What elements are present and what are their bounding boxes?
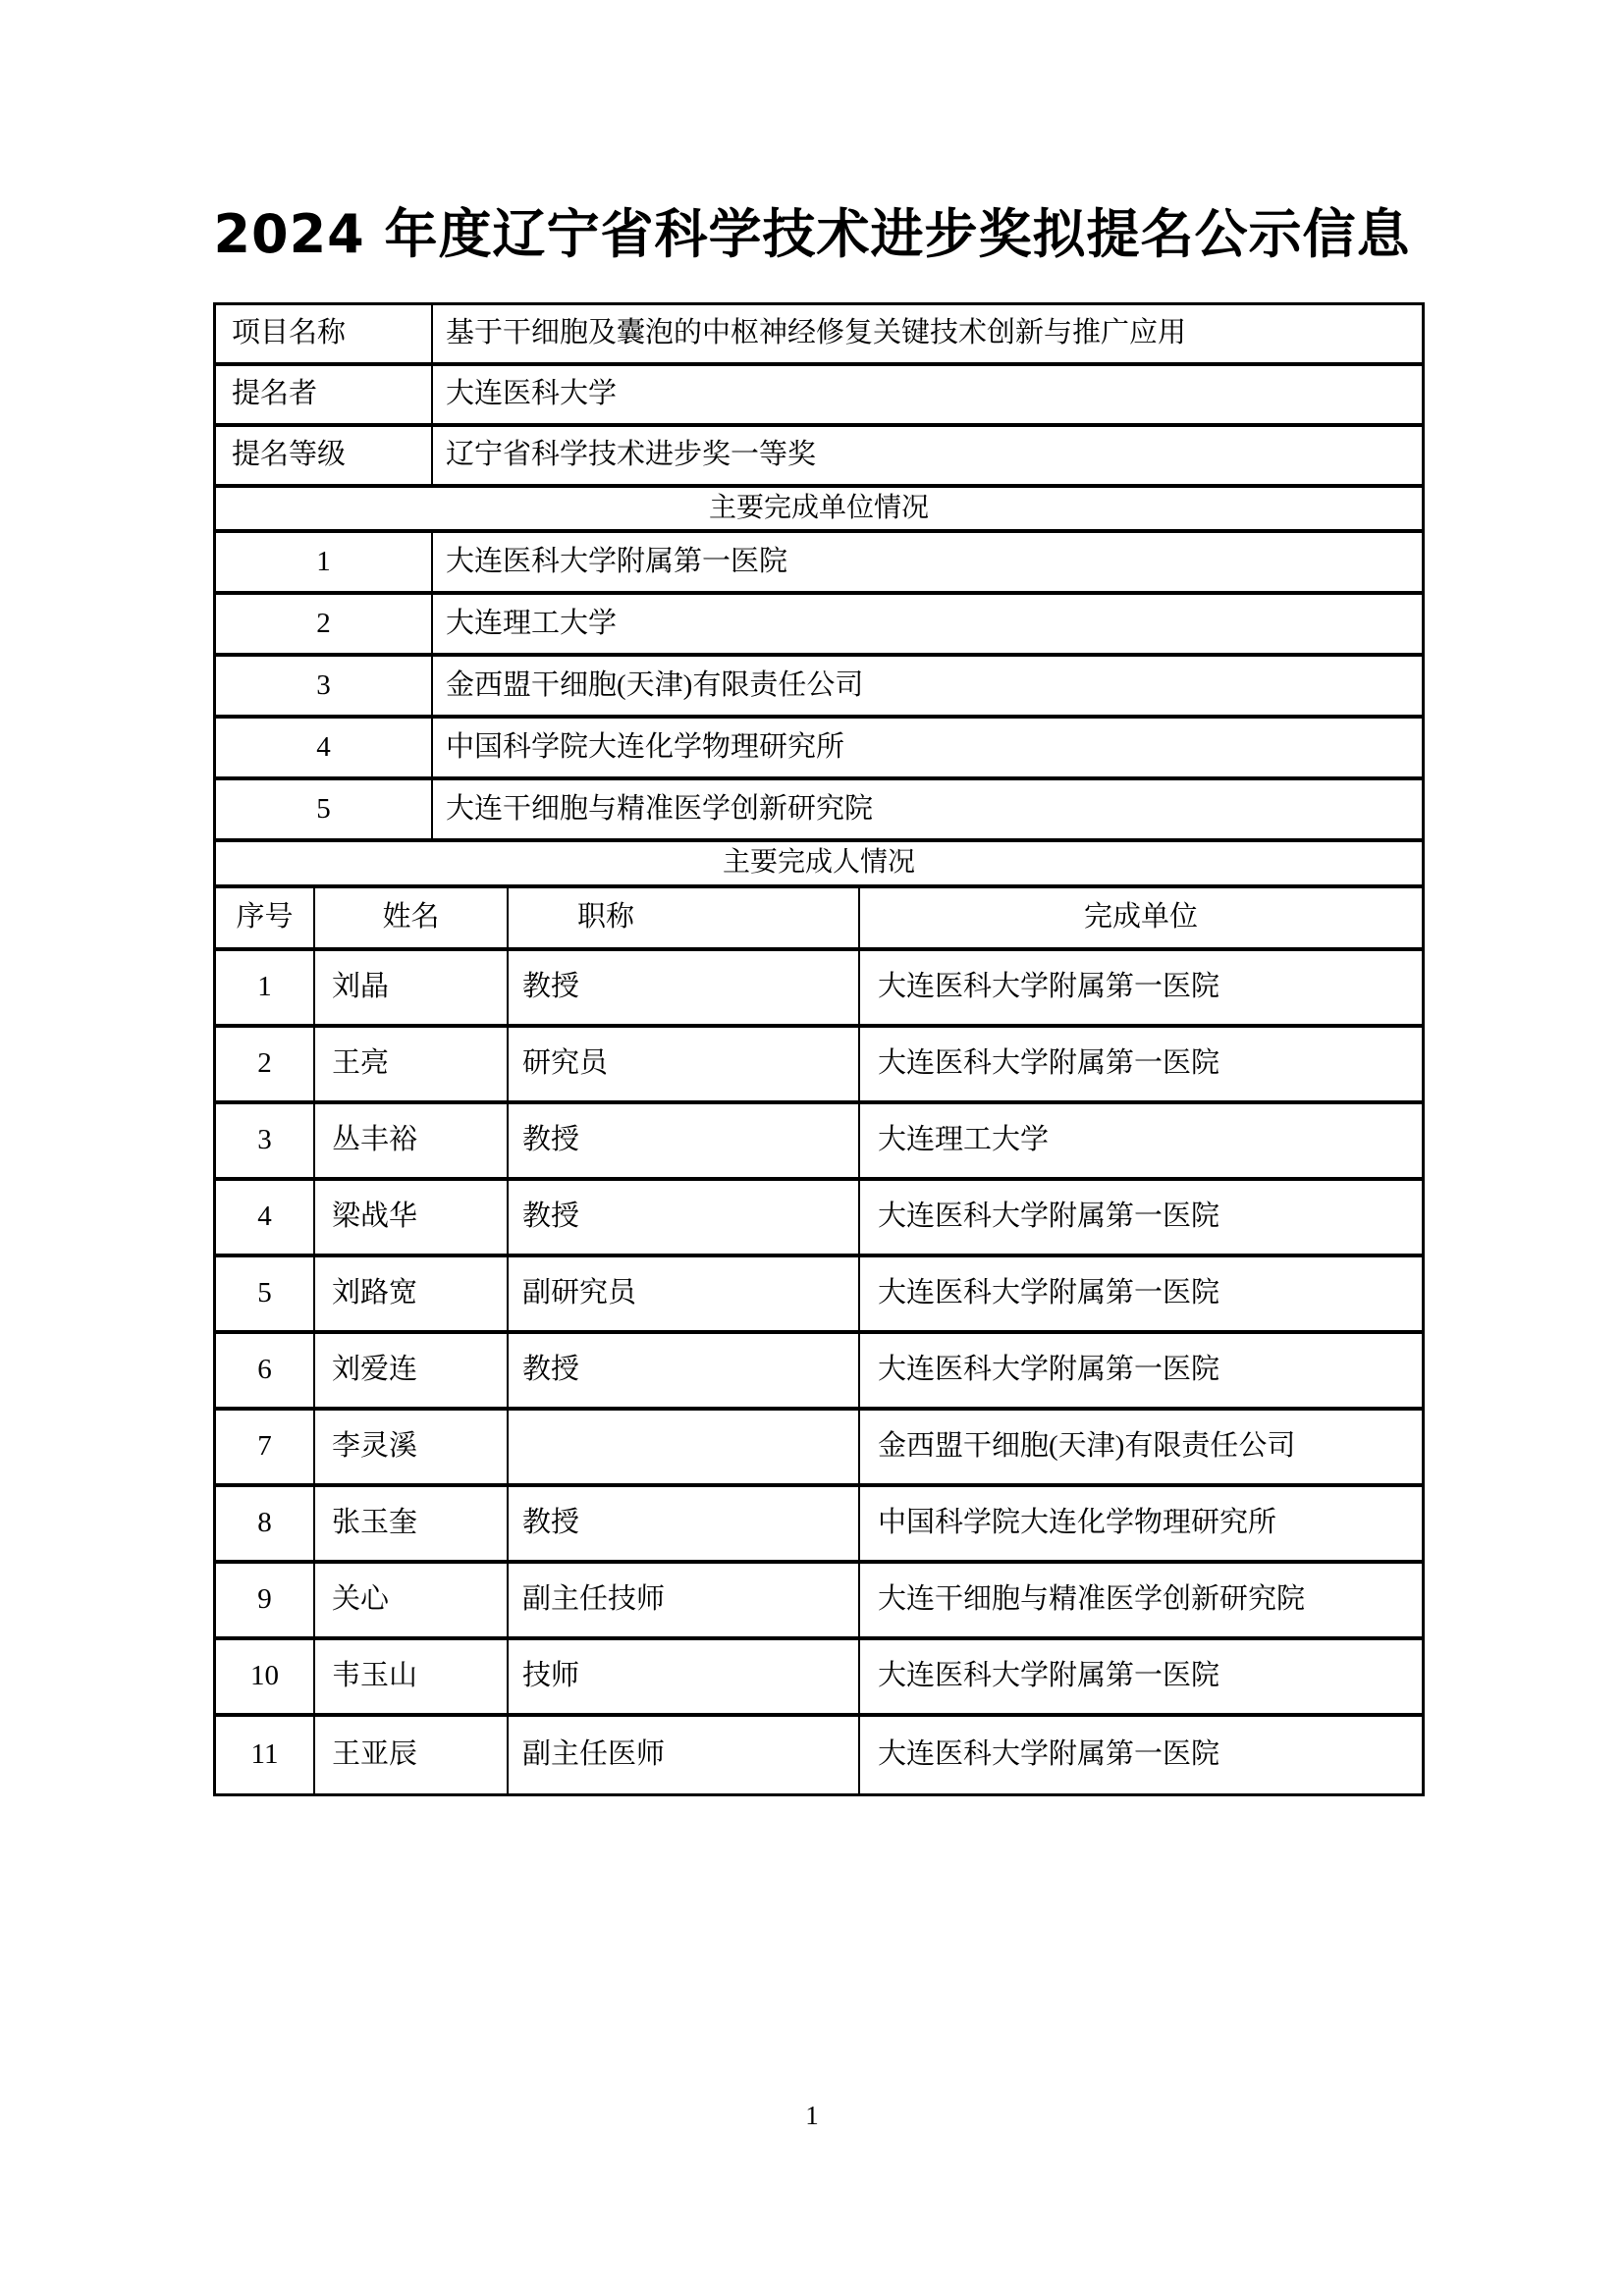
person-title: 技师 <box>509 1640 860 1713</box>
person-title: 副研究员 <box>509 1257 860 1330</box>
person-unit: 大连医科大学附属第一医院 <box>878 1738 1220 1771</box>
person-name: 李灵溪 <box>315 1411 509 1483</box>
info-label: 提名者 <box>216 366 433 423</box>
person-title: 教授 <box>509 1334 860 1407</box>
nomination-table <box>213 302 1425 1796</box>
person-title: 教授 <box>509 1104 860 1177</box>
person-name: 王亚辰 <box>315 1717 509 1793</box>
section-header-units-row <box>216 488 1422 533</box>
unit-no: 4 <box>216 719 433 776</box>
col-header-title: 职称 <box>509 888 860 947</box>
person-unit: 大连医科大学附属第一医院 <box>878 1660 1220 1692</box>
person-no: 7 <box>216 1411 315 1483</box>
page-number: 1 <box>805 2101 819 2130</box>
person-no: 1 <box>216 951 315 1024</box>
person-unit: 大连医科大学附属第一医院 <box>878 1047 1220 1080</box>
person-no: 3 <box>216 1104 315 1177</box>
info-value: 大连医科大学 <box>446 378 618 410</box>
unit-row <box>216 595 1422 657</box>
section-header-persons-row <box>216 842 1422 888</box>
person-unit: 中国科学院大连化学物理研究所 <box>878 1507 1277 1539</box>
person-unit: 大连干细胞与精准医学创新研究院 <box>878 1583 1306 1616</box>
person-title: 教授 <box>509 951 860 1024</box>
person-title: 研究员 <box>509 1028 860 1100</box>
person-no: 8 <box>216 1487 315 1560</box>
unit-no: 3 <box>216 657 433 715</box>
person-no: 10 <box>216 1640 315 1713</box>
person-row <box>216 1411 1422 1487</box>
col-header-name: 姓名 <box>315 888 509 947</box>
unit-no: 1 <box>216 533 433 591</box>
person-name: 丛丰裕 <box>315 1104 509 1177</box>
unit-name: 金西盟干细胞(天津)有限责任公司 <box>446 668 864 701</box>
person-title: 教授 <box>509 1181 860 1254</box>
info-row-nomination-grade <box>216 427 1422 488</box>
person-no: 6 <box>216 1334 315 1407</box>
unit-name: 大连医科大学附属第一医院 <box>446 545 788 577</box>
person-name: 梁战华 <box>315 1181 509 1254</box>
person-unit: 大连医科大学附属第一医院 <box>878 1201 1220 1233</box>
unit-name: 大连干细胞与精准医学创新研究院 <box>446 792 874 825</box>
info-label: 提名等级 <box>216 427 433 484</box>
person-row <box>216 1640 1422 1717</box>
unit-no: 5 <box>216 780 433 838</box>
info-label: 项目名称 <box>216 305 433 362</box>
info-row-nominator <box>216 366 1422 427</box>
person-row <box>216 951 1422 1028</box>
section-header-persons: 主要完成人情况 <box>722 847 915 879</box>
person-name: 关心 <box>315 1564 509 1636</box>
unit-row <box>216 780 1422 842</box>
unit-row <box>216 657 1422 719</box>
person-row <box>216 1487 1422 1564</box>
person-no: 2 <box>216 1028 315 1100</box>
person-title: 副主任医师 <box>509 1717 860 1793</box>
col-header-no: 序号 <box>216 888 315 947</box>
page-title: 2024 年度辽宁省科学技术进步奖拟提名公示信息 <box>213 203 1411 265</box>
col-header-unit: 完成单位 <box>1083 901 1198 934</box>
person-title: 副主任技师 <box>509 1564 860 1636</box>
person-unit: 大连医科大学附属第一医院 <box>878 1354 1220 1386</box>
person-row <box>216 1028 1422 1104</box>
person-name: 王亮 <box>315 1028 509 1100</box>
unit-row <box>216 533 1422 595</box>
person-unit: 大连医科大学附属第一医院 <box>878 1277 1220 1309</box>
person-no: 11 <box>216 1717 315 1793</box>
info-value: 辽宁省科学技术进步奖一等奖 <box>446 439 817 471</box>
unit-no: 2 <box>216 595 433 653</box>
person-row <box>216 1717 1422 1793</box>
person-unit: 金西盟干细胞(天津)有限责任公司 <box>878 1430 1296 1463</box>
person-unit: 大连医科大学附属第一医院 <box>878 971 1220 1003</box>
section-header-units: 主要完成单位情况 <box>708 492 929 523</box>
person-row <box>216 1564 1422 1640</box>
person-name: 刘晶 <box>315 951 509 1024</box>
person-row <box>216 1334 1422 1411</box>
person-name: 刘爱连 <box>315 1334 509 1407</box>
info-row-project-name <box>216 305 1422 366</box>
person-title <box>509 1411 860 1483</box>
person-name: 韦玉山 <box>315 1640 509 1713</box>
person-name: 刘路宽 <box>315 1257 509 1330</box>
person-no: 9 <box>216 1564 315 1636</box>
unit-name: 大连理工大学 <box>446 607 618 639</box>
person-name: 张玉奎 <box>315 1487 509 1560</box>
unit-name: 中国科学院大连化学物理研究所 <box>446 730 845 763</box>
person-row <box>216 1257 1422 1334</box>
person-title: 教授 <box>509 1487 860 1560</box>
info-value: 基于干细胞及囊泡的中枢神经修复关键技术创新与推广应用 <box>446 317 1187 349</box>
person-no: 5 <box>216 1257 315 1330</box>
person-row <box>216 1104 1422 1181</box>
person-row <box>216 1181 1422 1257</box>
persons-header-row <box>216 888 1422 951</box>
person-unit: 大连理工大学 <box>878 1124 1050 1156</box>
unit-row <box>216 719 1422 780</box>
person-no: 4 <box>216 1181 315 1254</box>
